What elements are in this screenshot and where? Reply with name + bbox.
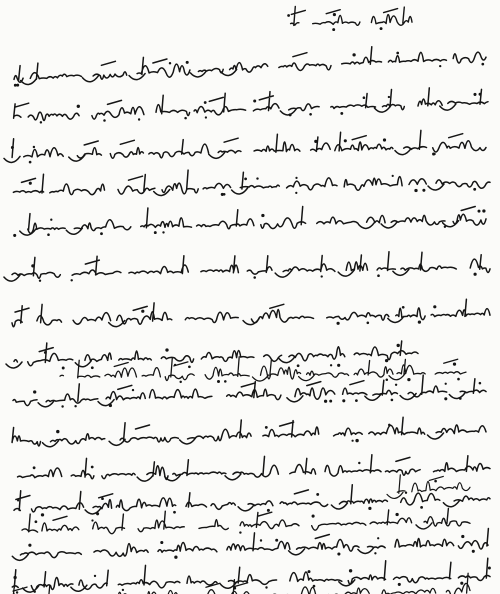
ink-dot [374, 552, 376, 554]
handwriting-stroke [18, 455, 490, 481]
ink-dot [265, 426, 268, 429]
ink-dot [407, 378, 410, 381]
ink-dot [217, 380, 220, 383]
ink-dot [169, 62, 171, 64]
handwriting-line [18, 455, 490, 481]
ink-dot [91, 366, 94, 369]
ink-dot [336, 322, 339, 325]
ink-dot [453, 362, 456, 365]
handwriting-line [14, 47, 486, 87]
handwriting-line [13, 207, 486, 237]
ink-dot [479, 382, 482, 385]
ink-dot [457, 378, 460, 381]
ink-dot [482, 209, 485, 212]
ink-dot [154, 231, 157, 234]
ink-dot [461, 535, 464, 538]
ink-dot [50, 219, 52, 221]
ink-dot [16, 591, 18, 593]
ink-dot [179, 381, 181, 383]
ink-dot [398, 583, 401, 586]
handwriting-stroke [15, 207, 486, 236]
ink-dot [138, 118, 140, 120]
ink-dot [474, 273, 477, 276]
ink-dot [383, 138, 386, 141]
handwriting-line [12, 417, 486, 446]
ink-dot [355, 439, 358, 442]
ink-dot [414, 189, 417, 192]
ink-dot [253, 276, 256, 279]
ink-dot [418, 320, 421, 323]
ink-dot [386, 379, 389, 382]
handwriting-line [387, 475, 470, 499]
ink-dot [29, 161, 32, 164]
handwriting-stroke [12, 529, 488, 561]
handwriting-stroke [14, 47, 486, 85]
ink-dot [205, 116, 207, 118]
handwriting-stroke [4, 130, 486, 162]
ink-dot [91, 466, 94, 469]
ink-dot [70, 279, 72, 281]
ink-dot [340, 112, 343, 115]
ink-dot [473, 93, 476, 96]
ink-dot [40, 121, 42, 123]
ink-dot [488, 567, 491, 570]
ink-dot [392, 175, 394, 177]
ink-dot [351, 440, 353, 442]
ink-dot [62, 367, 65, 370]
ink-dot [122, 589, 124, 591]
ink-dot [355, 399, 358, 402]
ink-dot [309, 113, 312, 116]
ink-dot [330, 364, 332, 366]
handwriting-line [14, 485, 490, 517]
ink-dot [91, 519, 93, 521]
ink-dot [165, 348, 168, 351]
ink-dot [29, 182, 32, 185]
handwriting-stroke [12, 558, 490, 592]
ink-dot [260, 539, 262, 541]
ink-dot [368, 507, 371, 510]
ink-dot [377, 274, 380, 277]
handwriting-line [12, 558, 491, 594]
handwriting-stroke [14, 88, 488, 121]
ink-dot [433, 153, 435, 155]
ink-dot [77, 105, 80, 108]
ink-dot [100, 232, 103, 235]
ink-dot [28, 544, 31, 547]
ink-dot [349, 569, 352, 572]
ink-dot [224, 380, 227, 383]
ink-dot [141, 310, 144, 313]
ink-dot [275, 539, 278, 542]
ink-dot [337, 552, 340, 555]
ink-dot [481, 63, 484, 66]
handwriting-stroke [13, 375, 486, 407]
ink-dot [420, 506, 423, 509]
ink-dot [33, 466, 36, 469]
ink-dot [287, 14, 290, 17]
ink-dot [132, 389, 134, 391]
ink-dot [256, 177, 258, 179]
handwriting-stroke [13, 170, 490, 195]
ink-dot [395, 513, 398, 516]
ink-dot [444, 397, 447, 400]
handwriting-line [4, 130, 486, 163]
ink-dot [363, 96, 366, 99]
handwriting-line [12, 529, 488, 561]
ink-dot [367, 322, 370, 325]
ink-dot [184, 117, 187, 120]
ink-dot [261, 214, 264, 217]
ink-dot [397, 344, 400, 347]
ink-dot [337, 364, 340, 367]
ink-dot [267, 509, 270, 512]
ink-dot [395, 384, 397, 386]
ink-dot [239, 531, 241, 533]
ink-dot [342, 399, 345, 402]
ink-dot [402, 306, 405, 309]
ink-dot [358, 462, 360, 464]
ink-dot [478, 210, 481, 213]
ink-dot [186, 61, 189, 64]
handwriting-stroke [4, 252, 490, 281]
ink-dot [460, 582, 463, 585]
ink-dot [160, 541, 163, 544]
ink-dot [388, 96, 390, 98]
handwriting-line [4, 252, 490, 282]
handwriting-stroke [12, 417, 486, 446]
ink-dot [253, 99, 256, 102]
handwriting-stroke [6, 341, 418, 368]
handwriting-line [22, 508, 470, 533]
handwriting-line [12, 299, 490, 326]
ink-dot [332, 28, 335, 31]
ink-dot [433, 305, 436, 308]
ink-dot [188, 365, 191, 368]
ink-dot [33, 146, 35, 148]
handwriting-line [14, 88, 488, 124]
handwriting-line [6, 341, 418, 368]
ink-dot [321, 275, 323, 277]
ink-dot [204, 101, 207, 104]
handwriting-stroke [387, 475, 470, 499]
ink-dot [47, 233, 50, 236]
ink-dot [297, 364, 300, 367]
ink-dot [445, 383, 447, 385]
ink-dot [377, 537, 379, 539]
ink-dot [312, 515, 315, 518]
handwriting-stroke [22, 508, 470, 533]
ink-dot [380, 27, 383, 30]
ink-dot [316, 493, 319, 496]
handwriting-line [287, 6, 412, 31]
ink-dot [324, 400, 327, 403]
ink-dot [391, 399, 394, 402]
ink-dot [173, 511, 176, 514]
ink-dot [434, 480, 437, 483]
ink-dot [221, 193, 224, 196]
ink-dot [329, 400, 332, 403]
ink-dot [295, 192, 297, 194]
ink-dot [174, 556, 177, 559]
ink-dot [308, 570, 311, 573]
ink-dot [396, 52, 399, 55]
ink-dot [162, 231, 164, 233]
ink-dot [405, 492, 407, 494]
ink-dot [61, 405, 63, 407]
ink-dot [244, 178, 247, 181]
ink-dot [344, 139, 347, 142]
handwriting-stroke [14, 485, 490, 514]
ink-dot [13, 234, 16, 237]
ink-dot [295, 177, 297, 179]
ink-dot [265, 586, 267, 588]
ink-dot [352, 53, 355, 56]
ink-dot [103, 119, 106, 122]
ink-dot [41, 513, 44, 516]
ink-dot [473, 188, 476, 191]
handwriting-stroke [60, 357, 466, 381]
ink-dot [74, 405, 76, 407]
handwriting-stroke [291, 6, 412, 25]
handwriting-lines [4, 6, 491, 594]
handwriting-line [13, 375, 486, 408]
ink-dot [422, 189, 425, 192]
ink-dot [439, 65, 441, 67]
ink-dot [33, 590, 35, 592]
ink-dot [94, 575, 96, 577]
ink-dot [33, 390, 36, 393]
handwriting-line [13, 170, 490, 196]
ink-dot [39, 280, 41, 282]
ink-dot [14, 84, 17, 87]
handwriting-line [60, 357, 466, 383]
ink-dot [56, 430, 59, 433]
ink-dot [472, 550, 475, 553]
ink-dot [333, 13, 336, 16]
ink-dot [35, 520, 38, 523]
